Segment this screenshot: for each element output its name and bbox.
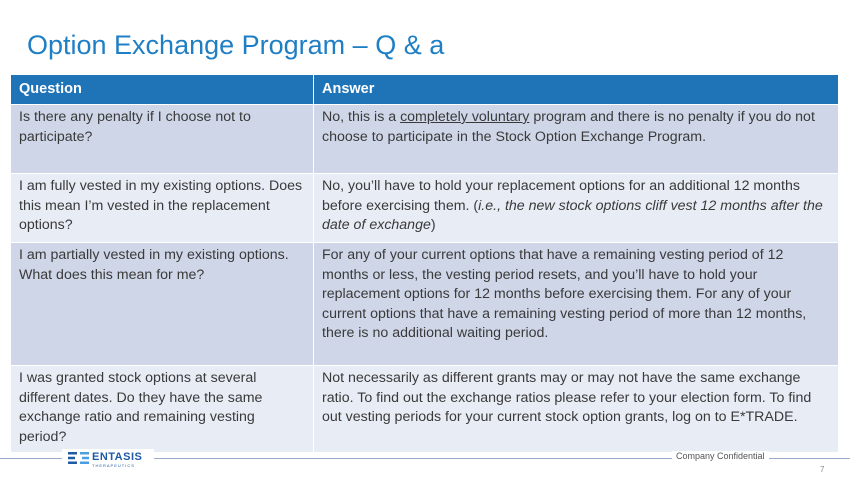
answer-underlined-text: completely voluntary: [400, 109, 530, 125]
table-row: [11, 365, 838, 452]
answer-text: program and there is no penalty if you do not choose to participate in the Stock Option Exchange Program.: [322, 109, 815, 145]
answer-cell: Not necessarily as different grants may or may not have the same exchange ratio. To find out the exchange ratios please refer to your election form. To find out vesting periods for your current stock option grants, log on to E*TRADE.: [313, 366, 838, 452]
answer-cell: [313, 174, 838, 242]
logo-name: ENTASIS: [92, 451, 143, 463]
answer-text: No, you’ll have to hold your replacement options for an additional 12 months before exercising them. (: [322, 178, 800, 214]
table-row: [11, 242, 838, 365]
answer-cell: For any of your current options that have a remaining vesting period of 12 months or less, the vesting period resets, and you’ll have to hold your replacement options for 12 months before exercising them. For any of your current options that have a remaining vesting period of more than 12 months, there is no additional waiting period.: [313, 243, 838, 365]
question-cell: I am partially vested in my existing options. What does this mean for me?: [19, 247, 289, 283]
answer-italic-text: , the new stock options cliff vest 12 months after the date of exchange: [322, 197, 823, 233]
slide-title: Option Exchange Program – Q & a: [27, 30, 445, 60]
column-header-question: Question: [19, 81, 82, 97]
question-cell: Is there any penalty if I choose not to participate?: [19, 109, 251, 145]
page-number: 7: [820, 465, 825, 474]
confidentiality-label: Company Confidential: [672, 451, 769, 461]
answer-text: No, this is a: [322, 109, 401, 125]
answer-text: ): [430, 217, 436, 233]
table-header: [11, 75, 838, 104]
question-cell: I am fully vested in my existing options. Does this mean I’m vested in the replacement options?: [19, 178, 303, 233]
answer-cell: [313, 105, 838, 173]
company-logo: [62, 449, 154, 469]
answer-italic-text: i.e.: [478, 197, 498, 214]
entasis-logo-icon: [68, 452, 90, 464]
question-cell: I was granted stock options at several different dates. Do they have the same exchange ratio and remaining vesting period?: [19, 370, 263, 445]
logo-tagline: THERAPEUTICS: [92, 463, 135, 468]
column-header-answer: Answer: [313, 75, 838, 104]
qa-table: [11, 75, 838, 452]
table-row: [11, 104, 838, 173]
table-row: [11, 173, 838, 242]
